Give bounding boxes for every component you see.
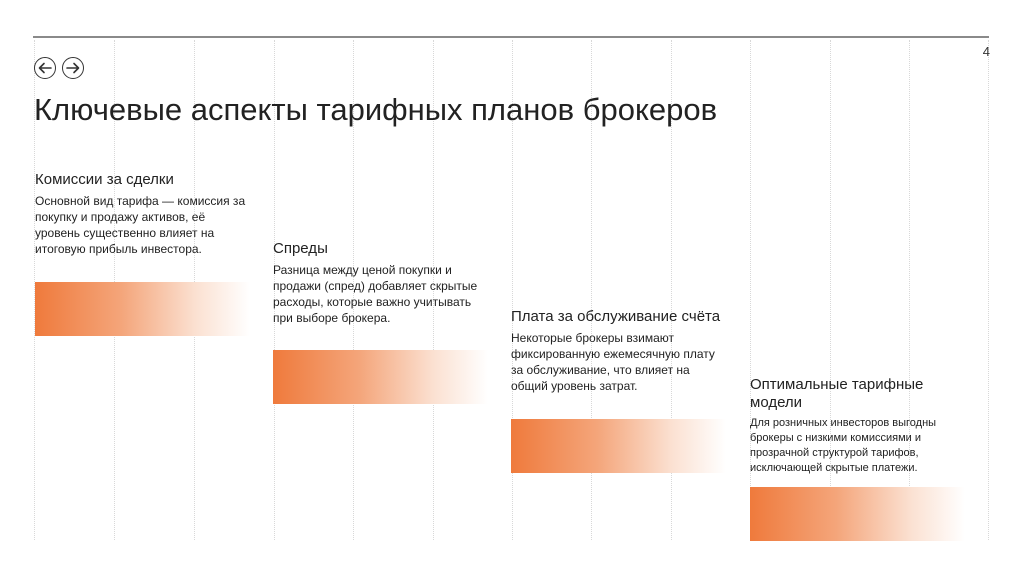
step-heading: Оптимальные тарифные модели bbox=[750, 376, 924, 411]
arrow-left-icon bbox=[38, 62, 52, 74]
arrow-right-icon bbox=[66, 62, 80, 74]
step-body: Основной вид тарифа — комиссия за покупку и продажу активов, её уровень существенно влияет на итоговую прибыль инвестора. bbox=[35, 194, 246, 256]
step-2 bbox=[273, 240, 488, 326]
step-1-bar bbox=[35, 282, 250, 336]
step-2-bar bbox=[273, 350, 488, 404]
step-body: Некоторые брокеры взимают фиксированную ежемесячную плату за обслуживание, что влияет на общий уровень затрат. bbox=[511, 331, 715, 393]
page-number: 4 bbox=[982, 44, 990, 59]
step-heading: Комиссии за сделки bbox=[35, 171, 174, 188]
step-body: Разница между ценой покупки и продажи (спред) добавляет скрытые расходы, которые важно учитывать при выборе брокера. bbox=[273, 263, 478, 325]
step-4 bbox=[750, 376, 965, 476]
step-3 bbox=[511, 308, 726, 394]
page-title: Ключевые аспекты тарифных планов брокеров bbox=[34, 92, 718, 127]
top-rule bbox=[33, 36, 989, 38]
grid-line bbox=[988, 40, 989, 540]
step-1 bbox=[35, 171, 250, 257]
step-4-bar bbox=[750, 487, 965, 541]
step-heading: Плата за обслуживание счёта bbox=[511, 308, 721, 325]
step-heading: Спреды bbox=[273, 240, 328, 257]
back-button[interactable] bbox=[34, 57, 56, 79]
step-body: Для розничных инвесторов выгодны брокеры с низкими комиссиями и прозрачной структурой тарифов, исключающей скрытые платежи. bbox=[750, 417, 937, 474]
step-3-bar bbox=[511, 419, 726, 473]
forward-button[interactable] bbox=[62, 57, 84, 79]
